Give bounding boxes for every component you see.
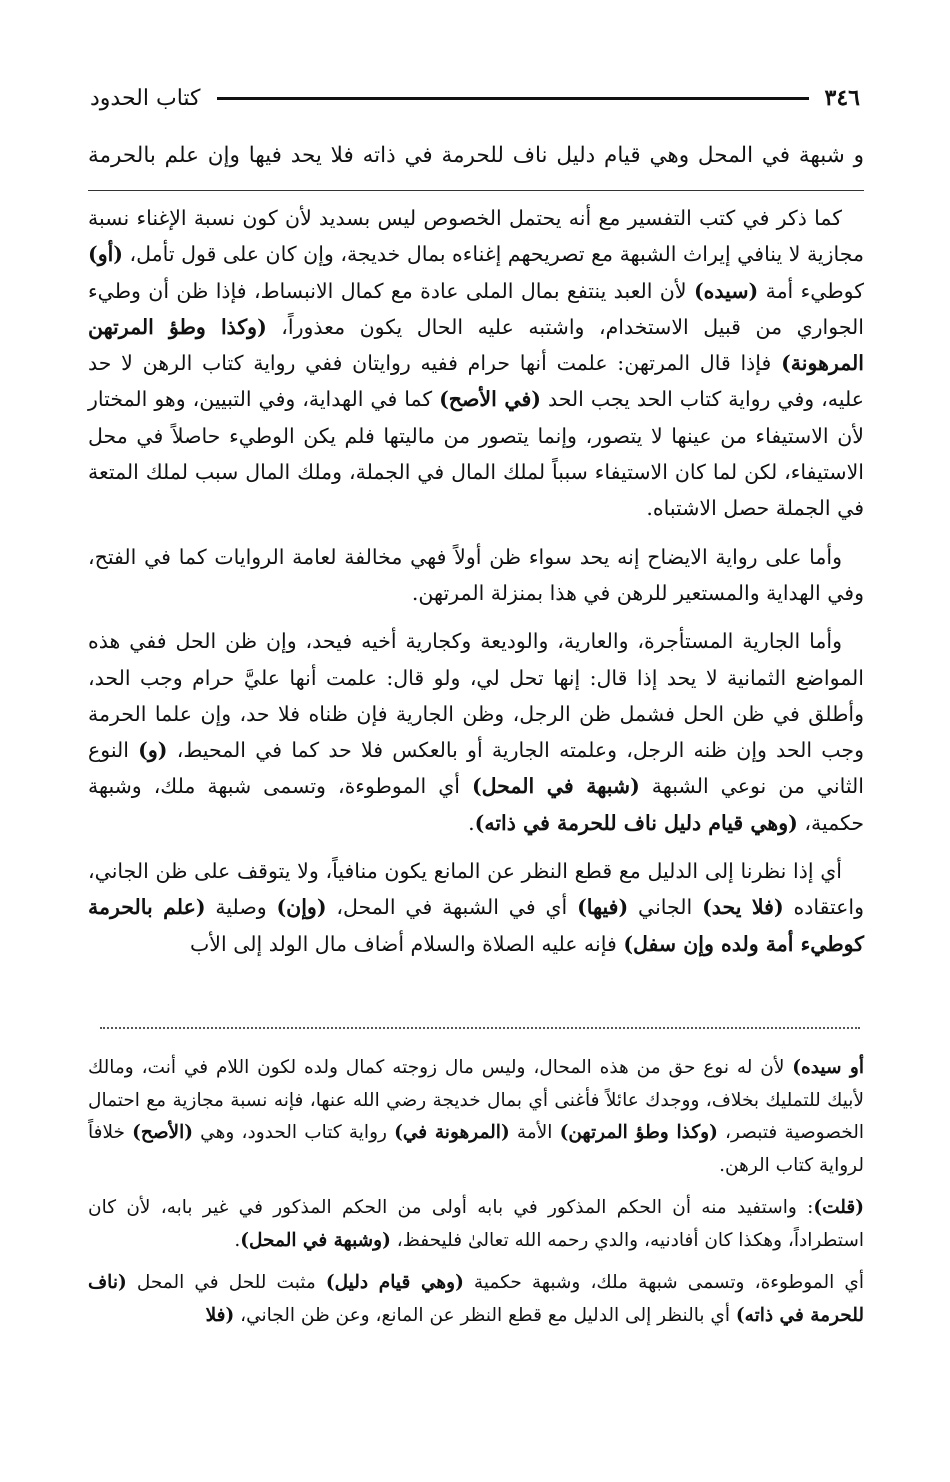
book-title: كتاب الحدود (90, 85, 201, 111)
paragraph-4: أي إذا نظرنا إلى الدليل مع قطع النظر عن المانع يكون منافياً، ولا يتوقف على ظن الجاني، واعتقاده (فلا يحد) الجاني (فيها) أي في الشبهة في المحل، (وإن) وصلية (علم بالحرمة كوطيء أمة ولده وإن سفل) فإنه عليه الصلاة والسلام أضاف مال الولد إلى الأب (88, 859, 864, 956)
top-divider (88, 190, 864, 191)
paragraph-3: وأما الجارية المستأجرة، والعارية، والوديعة وكجارية أخيه فيحد، وإن ظن الحل ففي هذه المواضع الثمانية لا يحد إذا قال: إنها تحل لي، ولو قال: علمت أنها عليَّ حرام وجب الحد، وأطلق في ظن الحل فشمل ظن الرجل، وظن الجارية فإن ظناه فلا حد، وإن علما الحرمة وجب الحد وإن ظنه الرجل، وعلمته الجارية أو بالعكس فلا حد كما في المحيط، (و) النوع الثاني من نوعي الشبهة (شبهة في المحل) أي الموطوءة، وتسمى شبهة ملك، وشبهة حكمية، (وهي قيام دليل ناف للحرمة في ذاته). (88, 629, 864, 835)
footnote-2: (قلت): واستفيد منه أن الحكم المذكور في بابه أولى من الحكم المذكور في غير بابه، لأن كان استطراداً، وهكذا كان أفادنيه، والدي رحمه الله تعالىٰ فليحفظ، (وشبهة في المحل). (88, 1197, 864, 1251)
page-header (90, 78, 860, 118)
footnote-3: أي الموطوءة، وتسمى شبهة ملك، وشبهة حكمية (وهي قيام دليل) مثبت للحل في المحل (ناف للحرمة في ذاته) أي بالنظر إلى الدليل مع قطع النظر عن المانع، وعن ظن الجاني، (فلا (88, 1272, 864, 1326)
page-number: ٣٤٦ (824, 85, 860, 111)
footnotes (88, 1052, 864, 1342)
matn-top-line: و شبهة في المحل وهي قيام دليل ناف للحرمة في ذاته فلا يحد فيها وإن علم بالحرمة (88, 143, 864, 168)
main-commentary (88, 200, 864, 974)
footnote-1: أو سيده) لأن له نوع حق من هذه المحال، وليس مال زوجته كمال ولده لكون اللام في أنت، ومالك لأبيك للتمليك بخلاف، ووجدك عائلاً فأغنى أي بمال خديجة رضي الله عنها، فإنه نسبة مجازية مع احتمال الخصوصية فتبصر، (وكذا وطؤ المرتهن) الأمة (المرهونة في) رواية كتاب الحدود، وهي (الأصح) خلافاً لرواية كتاب الرهن. (88, 1057, 864, 1176)
header-rule (217, 97, 809, 100)
paragraph-1: كما ذكر في كتب التفسير مع أنه يحتمل الخصوص ليس بسديد لأن كون نسبة الإغناء نسبة مجازية لا ينافي إيراث الشبهة مع تصريحهم إغناءه بمال خديجة، وإن كان على قول تأمل، (أو) كوطيء أمة (سيده) لأن العبد ينتفع بمال الملى عادة مع كمال الانبساط، فإذا ظن أن وطيء الجواري من قبيل الاستخدام، واشتبه عليه الحال يكون معذوراً، (وكذا وطؤ المرتهن المرهونة) فإذا قال المرتهن: علمت أنها حرام ففيه روايتان ففي رواية كتاب الرهن لا حد عليه، وفي رواية كتاب الحد يجب الحد (في الأصح) كما في الهداية، وفي التبيين، وهو المختار لأن الاستيفاء من عينها لا يتصور، وإنما يتصور من ماليتها فلم يكن الوطيء حاصلاً في محل الاستيفاء، لكن لما كان الاستيفاء سبباً لملك المال في الجملة، وملك المال سبب لملك المتعة في الجملة حصل الاشتباه. (88, 206, 865, 521)
footnote-separator (100, 1027, 860, 1029)
paragraph-2: وأما على رواية الايضاح إنه يحد سواء ظن أولاً فهي مخالفة لعامة الروايات كما في الفتح، وفي الهداية والمستعير للرهن في هذا بمنزلة المرتهن. (88, 544, 864, 605)
